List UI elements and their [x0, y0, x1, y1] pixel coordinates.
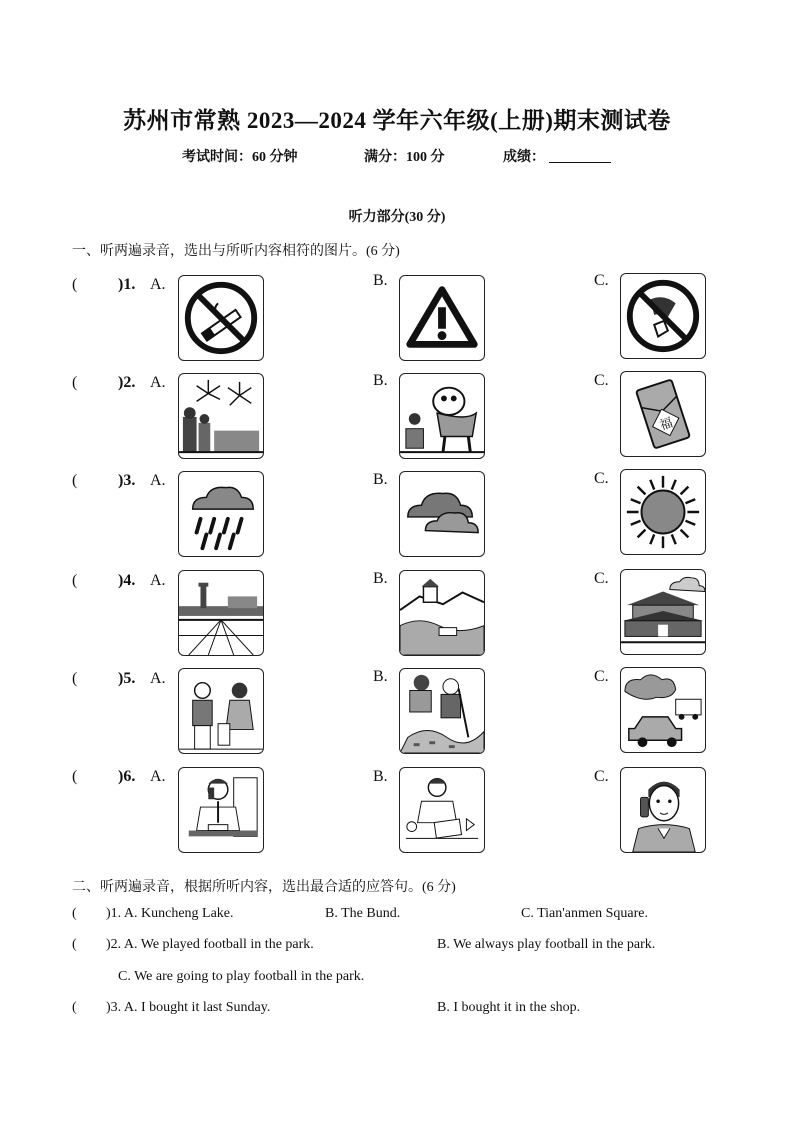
result-blank[interactable] — [549, 148, 611, 163]
answer-paren[interactable]: ( — [72, 374, 78, 391]
tiananmen-icon[interactable] — [620, 569, 706, 655]
question-number: )5. — [118, 670, 136, 687]
full-score: 满分：100 分 — [364, 150, 445, 165]
option-a: )1. A. Kuncheng Lake. — [106, 906, 234, 921]
great-wall-icon[interactable] — [399, 570, 485, 656]
no-smoking-icon[interactable] — [178, 275, 264, 361]
option-c-label: C. — [594, 668, 609, 685]
option-b-label: B. — [373, 372, 388, 389]
boy-drawing-icon[interactable] — [399, 767, 485, 853]
question-number: )2. — [118, 374, 136, 391]
answer-paren[interactable]: ( — [72, 937, 77, 952]
option-c: C. Tian'anmen Square. — [521, 906, 648, 921]
exam-time: 考试时间：60 分钟 — [182, 150, 298, 165]
lion-dance-icon[interactable] — [399, 373, 485, 459]
question-number: )1. — [118, 276, 136, 293]
answer-paren[interactable]: ( — [72, 906, 77, 921]
exam-title: 苏州市常熟 2023—2024 学年六年级(上册)期末测试卷 — [123, 108, 671, 133]
answer-paren[interactable]: ( — [72, 670, 78, 687]
rain-cloud-icon[interactable] — [178, 471, 264, 557]
option-b: B. I bought it in the shop. — [437, 1000, 581, 1015]
warning-triangle-icon[interactable] — [399, 275, 485, 361]
part2-heading: 二、听两遍录音，根据所听内容，选出最合适的应答句。(6 分) — [72, 880, 456, 895]
option-b-label: B. — [373, 570, 388, 587]
litter-people-icon[interactable] — [178, 668, 264, 754]
result-field — [503, 146, 611, 166]
option-b: B. The Bund. — [325, 906, 401, 921]
square-monument-icon[interactable] — [178, 570, 264, 656]
option-b-label: B. — [373, 471, 388, 488]
answer-paren[interactable]: ( — [72, 572, 78, 589]
option-b: B. We always play football in the park. — [437, 937, 656, 952]
option-a-label: A. — [150, 572, 166, 589]
answer-paren[interactable]: ( — [72, 276, 78, 293]
sun-icon[interactable] — [620, 469, 706, 555]
man-on-phone-icon[interactable] — [620, 767, 706, 853]
answer-paren[interactable]: ( — [72, 768, 78, 785]
answer-paren[interactable]: ( — [72, 472, 78, 489]
option-b-label: B. — [373, 768, 388, 785]
option-a-label: A. — [150, 670, 166, 687]
question-number: )4. — [118, 572, 136, 589]
question-number: )3. — [118, 472, 136, 489]
car-pollution-icon[interactable] — [620, 667, 706, 753]
no-littering-icon[interactable] — [620, 273, 706, 359]
part1-heading: 一、听两遍录音，选出与所听内容相符的图片。(6 分) — [72, 244, 400, 259]
option-c-label: C. — [594, 570, 609, 587]
man-phone-desk-icon[interactable] — [178, 767, 264, 853]
red-packet-icon[interactable] — [620, 371, 706, 457]
option-c-label: C. — [594, 470, 609, 487]
option-a-label: A. — [150, 768, 166, 785]
option-b-label: B. — [373, 272, 388, 289]
listening-section-title: 听力部分(30 分) — [348, 210, 446, 225]
option-c-label: C. — [594, 768, 609, 785]
option-a-label: A. — [150, 472, 166, 489]
option-c-label: C. — [594, 372, 609, 389]
fireworks-icon[interactable] — [178, 373, 264, 459]
option-a-label: A. — [150, 374, 166, 391]
tree-planting-icon[interactable] — [399, 668, 485, 754]
option-b-label: B. — [373, 668, 388, 685]
option-a-label: A. — [150, 276, 166, 293]
option-a: )3. A. I bought it last Sunday. — [106, 1000, 271, 1015]
cloudy-icon[interactable] — [399, 471, 485, 557]
option-c: C. We are going to play football in the park. — [118, 969, 365, 984]
result-label: 成绩： — [503, 150, 545, 165]
option-c-label: C. — [594, 272, 609, 289]
option-a: )2. A. We played football in the park. — [106, 937, 314, 952]
answer-paren[interactable]: ( — [72, 1000, 77, 1015]
question-number: )6. — [118, 768, 136, 785]
red-packet-character: 福 — [657, 414, 675, 433]
